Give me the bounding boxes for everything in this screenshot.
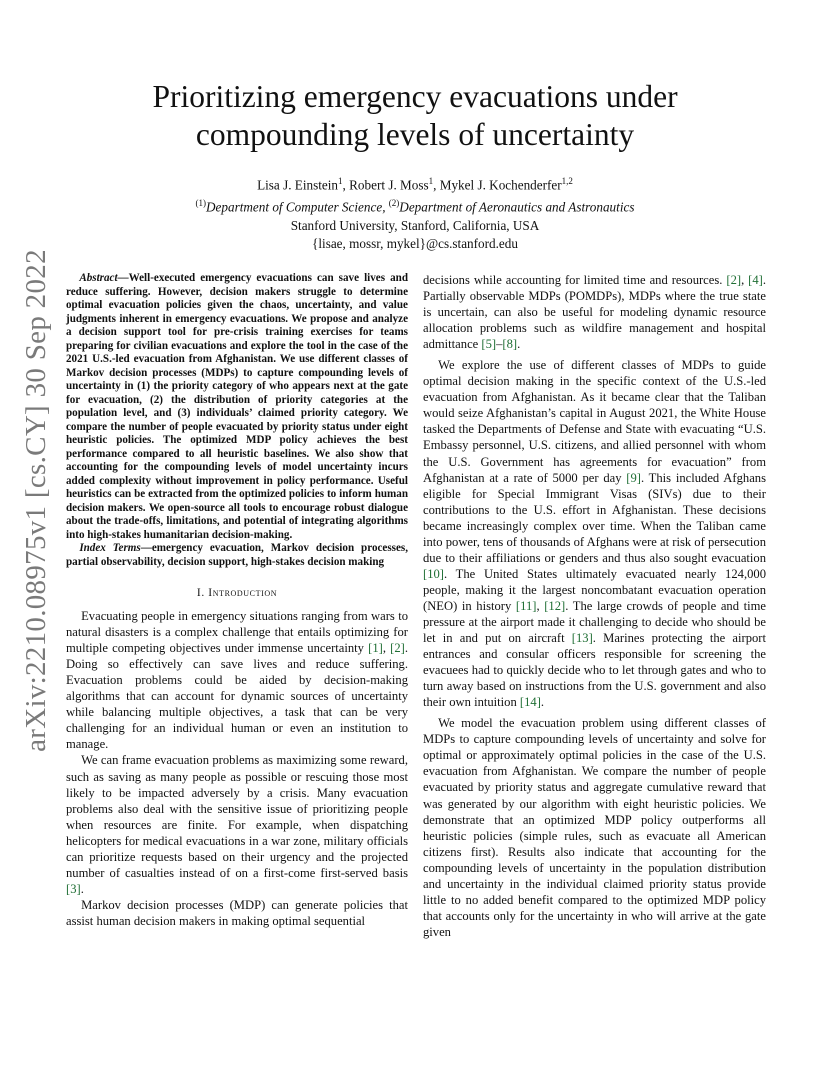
affiliation-2: Department of Aeronautics and Astronautics xyxy=(399,199,635,215)
author-emails: {lisae, mossr, mykel}@cs.stanford.edu xyxy=(312,235,518,251)
abstract-lead: Abstract xyxy=(79,272,118,284)
intro-paragraph-5: We model the evacuation problem using different classes of MDPs to capture compounding levels of uncertainty and solve for optimal or approximately optimal policies in the case of the U.S. evacuation from Afghanistan. We compare the number of people evacuated by priority status and aggregate cumulative reward that was generated by our algorithm with eight heuristic policies. We demonstrate that an optimized MDP policy outperforms all heuristic policies (simple rules, such as evacuate all American citizens first). Results also indicate that accounting for the compounding levels of uncertainty in the population distribution and uncertainty in the individual claimed priority status provide little to no added benefit compared to the optimized MDP policy that accounts only for the uncertainty in who will arrive at the gate given xyxy=(423,716,766,939)
citation-link[interactable]: [10] xyxy=(423,566,444,581)
index-terms-text: —emergency evacuation, Markov decision processes, partial observability, decision support, high-stakes decision making xyxy=(66,542,408,568)
citation-link[interactable]: [13] xyxy=(571,631,593,646)
intro-paragraph-3-continued: decisions while accounting for limited time and resources. [2], [4]. Partially observable MDPs (POMDPs), MDPs where the true state is uncertain, can also be useful for modeling dynamic resource allocation problems such as wildfire management and hospital admittance [5]–[8]. xyxy=(423,273,767,352)
paper-title xyxy=(100,78,730,154)
citation-link[interactable]: [2] xyxy=(390,641,405,656)
author-names xyxy=(100,172,730,194)
author-block xyxy=(100,172,730,253)
citation-link[interactable]: [14] xyxy=(519,695,541,710)
section-title: Introduction xyxy=(208,587,278,599)
intro-paragraph-1: Evacuating people in emergency situations ranging from wars to natural disasters is a complex challenge that entails optimizing for multiple competing objectives under immense uncertainty [1], [2]. Doing so effectively can save lives and reduce suffering. Evacuation problems could be aided by decision-making algorithms that can account for dynamic sources of uncertainty while balancing multiple objectives, a task that can be very challenging for an individual human or even an institution to manage. xyxy=(66,609,409,752)
citation-link[interactable]: [8] xyxy=(502,337,518,352)
left-column xyxy=(66,272,408,929)
index-terms-lead: Index Terms xyxy=(79,542,141,554)
citation-link[interactable]: [5] xyxy=(481,337,497,352)
citation-link[interactable]: [1] xyxy=(368,641,383,656)
author-affil-mark-1: 1 xyxy=(338,176,343,186)
citation-link[interactable]: [9] xyxy=(626,470,641,485)
institution: Stanford University, Stanford, California, USA xyxy=(290,217,540,233)
citation-link[interactable]: [12] xyxy=(544,598,566,613)
author-name-3: , Mykel J. Kochenderfer xyxy=(433,177,562,193)
abstract-text: —Well-executed emergency evacuations can save lives and reduce suffering. However, decision makers struggle to determine optimal evacuation policies given the chaos, uncertainty, and value judgments inherent in emergency evacuations. We propose and analyze a decision support tool for pre-crisis training exercises for teams preparing for civilian evacuations and explore the tool in the case of the 2021 U.S.-led evacuation from Afghanistan. We use different classes of Markov decision processes (MDPs) to capture compounding levels of uncertainty in (1) the priority category of who appears next at the gate for evacuation, (2) the distribution of priority categories at the population level, and (3) individuals’ claimed priority category. We compare the number of people evacuated by priority status under eight heuristic policies. The optimized MDP policy achieves the best performance compared to all heuristic baselines. We also show that accounting for the compounding levels of model uncertainty incurs added complexity without improvement in policy performance. Useful heuristics can be extracted from the optimized policies to inform human decision makers. We open-source all tools to encourage robust dialogue about the trade-offs, limitations, and potential of integrating algorithms into high-stakes humanitarian decision-making. xyxy=(66,272,408,541)
affiliation-1: Department of Computer Science, xyxy=(206,199,386,215)
right-column xyxy=(423,272,766,940)
citation-link[interactable]: [11] xyxy=(515,598,537,613)
author-name-2: , Robert J. Moss xyxy=(342,177,429,193)
title-line-1: Prioritizing emergency evacuations under xyxy=(152,79,678,114)
index-terms xyxy=(66,542,408,569)
section-heading-introduction xyxy=(66,585,408,601)
citation-link[interactable]: [4] xyxy=(748,273,763,287)
citation-link[interactable]: [2] xyxy=(726,273,742,287)
author-name-1: Lisa J. Einstein xyxy=(257,177,339,193)
author-affil-mark-2: 1 xyxy=(428,176,434,186)
intro-paragraph-2: We can frame evacuation problems as maximizing some reward, such as saving as many people as possible or rescuing those most likely to be impacted adversely by a crisis. Many evacuation problems also deal with the sensitive issue of prioritizing people when resources are finite. For example, when dispatching helicopters for medical evacuations in a war zone, military officials can prioritize requests based on their urgency and the projected number of casualties instead of on a first-come first-served basis [3]. xyxy=(66,753,408,896)
section-number: I. xyxy=(196,587,209,599)
abstract xyxy=(66,272,408,542)
title-line-2: compounding levels of uncertainty xyxy=(195,117,635,152)
citation-link[interactable]: [3] xyxy=(66,881,81,896)
arxiv-id-text[interactable]: arXiv:2210.08975v1 [cs.CY] 30 Sep 2022 xyxy=(19,248,52,752)
intro-paragraph-3: Markov decision processes (MDP) can generate policies that assist human decision makers in making optimal sequential xyxy=(66,897,408,928)
arxiv-identifier-stamp xyxy=(6,240,66,760)
affiliation-2-mark: (2) xyxy=(388,198,400,209)
intro-paragraph-4: We explore the use of different classes of MDPs to guide optimal decision making in the specific context of the U.S.-led evacuation from Afghanistan. As it became clear that the Taliban would seize Afghanistan’s capital in August 2021, the White House tasked the Departments of Defense and State with evacuating “U.S. Embassy personnel, U.S. citizens, and allied personnel with whom the U.S. Government has agreements for evacuation” from Afghanistan at a rate of 5000 per day [9]. This included Afghans eligible for Special Immigrant Visas (SIVs) due to their contributions to the U.S. effort in Afghanistan. These decisions became increasingly complex over time. When the Taliban came into power, tens of thousands of Afghans were at risk of persecution due to their affiliations or genders and thus also sought evacuation [10]. The United States ultimately evacuated nearly 124,000 people, making it the largest noncombatant evacuation operation (NEO) in history [11], [12]. The large crowds of people and time pressure at the airport made it challenging to decide who should be let in and put on aircraft [13]. Marines protecting the airport entrances and consular officers responsible for screening the evacuees had to quickly decide who to let through gates and who to turn away based on instructions from the U.S. government and also their own intuition [14]. xyxy=(423,358,767,710)
author-affil-mark-3: 1,2 xyxy=(561,176,573,186)
affiliations-line xyxy=(100,194,730,216)
affiliation-1-mark: (1) xyxy=(195,198,207,209)
